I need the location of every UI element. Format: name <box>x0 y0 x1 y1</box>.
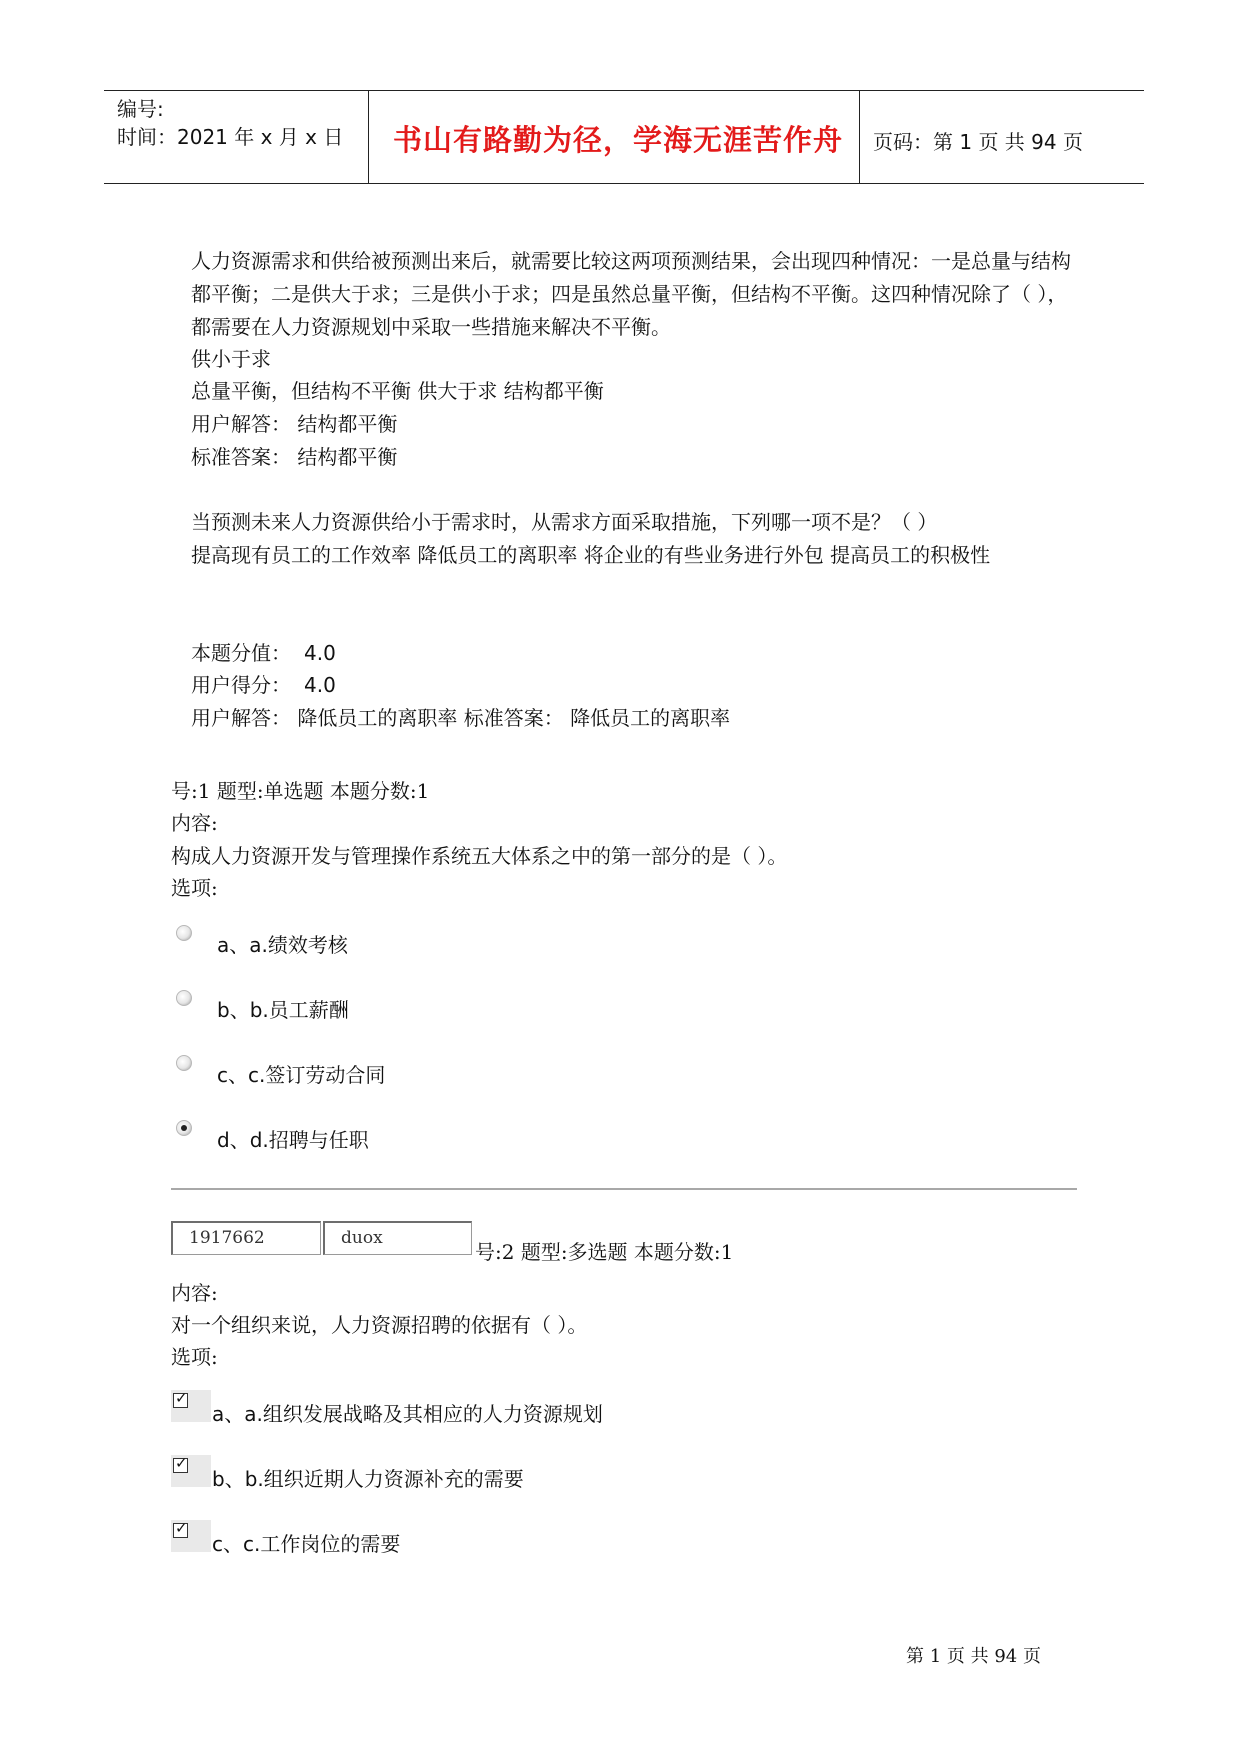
q1-meta: 号:1 题型:单选题 本题分数:1 <box>171 779 430 803</box>
user-score-label: 用户得分： <box>191 673 291 697</box>
footer-page-number: 第 1 页 共 94 页 <box>906 1646 1041 1667</box>
q2-content-label: 内容: <box>171 1281 218 1305</box>
q2-option-a-checkbox[interactable]: ✓ <box>175 1389 188 1407</box>
header-top-rule <box>104 90 1144 91</box>
q1-stem: 构成人力资源开发与管理操作系统五大体系之中的第一部分的是（ ）。 <box>171 844 788 868</box>
q2-option-c: c、c.工作岗位的需要 <box>212 1532 401 1556</box>
header-bottom-rule <box>104 183 1144 184</box>
q1-option-b: b、b.员工薪酬 <box>217 998 349 1022</box>
user-score-value: 4.0 <box>304 673 336 697</box>
q2-option-a: a、a.组织发展战略及其相应的人力资源规划 <box>212 1402 603 1426</box>
q2-type-field[interactable]: duox <box>323 1221 472 1255</box>
q2-option-c-checkbox[interactable]: ✓ <box>175 1519 188 1537</box>
q2-id-field[interactable]: 1917662 <box>171 1221 321 1255</box>
prev-question-user-answer: 用户解答： 结构都平衡 <box>191 412 398 436</box>
q1-option-c-radio[interactable] <box>176 1055 192 1071</box>
prev-question-standard-answer: 标准答案： 结构都平衡 <box>191 445 398 469</box>
score-label: 本题分值： <box>191 641 291 665</box>
header-number-label: 编号: <box>117 97 164 121</box>
header-time-label: 时间：2021 年 x 月 x 日 <box>117 125 344 149</box>
prev-question-option-line2: 总量平衡，但结构不平衡 供大于求 结构都平衡 <box>191 379 604 403</box>
q1-option-a: a、a.绩效考核 <box>217 933 348 957</box>
q1-options-label: 选项: <box>171 876 218 900</box>
q2-options-label: 选项: <box>171 1345 218 1369</box>
q2-option-b-checkbox[interactable]: ✓ <box>175 1454 188 1472</box>
q2-option-b: b、b.组织近期人力资源补充的需要 <box>212 1467 524 1491</box>
prev-question-stem: 人力资源需求和供给被预测出来后，就需要比较这两项预测结果，会出现四种情况：一是总量与结构都平衡；二是供大于求；三是供小于求；四是虽然总量平衡，但结构不平衡。这四种情况除了（ ），都需要在人力资源规划中采取一些措施来解决不平衡。 <box>191 249 1071 339</box>
q2-stem: 对一个组织来说，人力资源招聘的依据有（ ）。 <box>171 1313 588 1337</box>
prev2-answers: 用户解答： 降低员工的离职率 标准答案： 降低员工的离职率 <box>191 706 731 730</box>
q1-option-d-radio[interactable] <box>176 1120 192 1136</box>
q2-meta: 号:2 题型:多选题 本题分数:1 <box>475 1240 734 1264</box>
q1-content-label: 内容: <box>171 811 218 835</box>
prev2-question-options: 提高现有员工的工作效率 降低员工的离职率 将企业的有些业务进行外包 提高员工的积极性 <box>191 543 991 567</box>
header-divider-left <box>368 90 369 183</box>
prev-question-option-line1: 供小于求 <box>191 347 271 371</box>
q1-option-a-radio[interactable] <box>176 925 192 941</box>
q1-option-c: c、c.签订劳动合同 <box>217 1063 386 1087</box>
header-motto: 书山有路勤为径，学海无涯苦作舟 <box>393 123 844 157</box>
question-separator <box>171 1188 1077 1190</box>
q1-option-b-radio[interactable] <box>176 990 192 1006</box>
prev2-question-stem: 当预测未来人力资源供给小于需求时，从需求方面采取措施，下列哪一项不是？（ ） <box>191 510 938 534</box>
header-page-label: 页码：第 1 页 共 94 页 <box>873 130 1083 154</box>
score-value: 4.0 <box>304 641 336 665</box>
header-divider-right <box>859 90 860 183</box>
q1-option-d: d、d.招聘与任职 <box>217 1128 369 1152</box>
